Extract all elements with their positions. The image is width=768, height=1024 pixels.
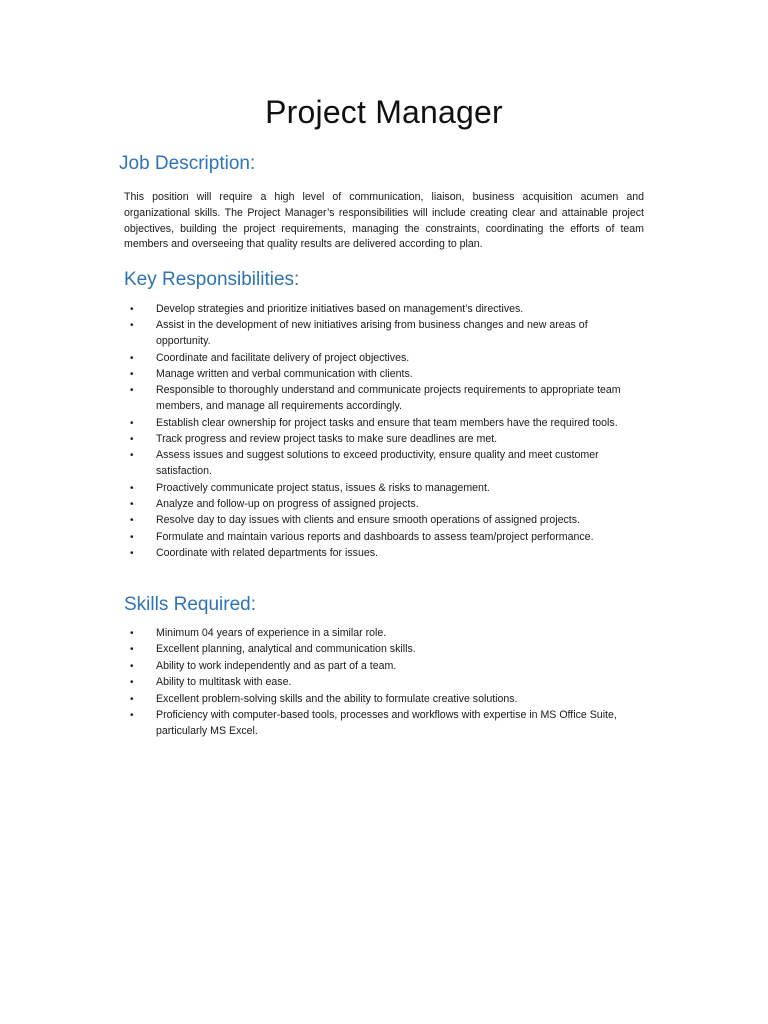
bullet-icon: • — [130, 385, 134, 397]
list-item-text: Minimum 04 years of experience in a similar role. — [156, 627, 387, 639]
list-item — [128, 546, 644, 562]
list-item — [128, 497, 644, 513]
skills-required-heading: Skills Required: — [124, 594, 256, 615]
list-item-text: Analyze and follow-up on progress of assigned projects. — [156, 497, 419, 510]
list-item — [128, 432, 644, 448]
list-item — [128, 367, 644, 383]
bullet-icon: • — [130, 644, 134, 656]
list-item — [128, 383, 644, 415]
list-item — [128, 642, 644, 658]
list-item-text: Establish clear ownership for project tasks and ensure that team members have the required tools. — [156, 416, 618, 429]
bullet-icon: • — [130, 709, 134, 721]
bullet-icon: • — [130, 693, 134, 705]
list-item — [128, 351, 644, 367]
bullet-icon: • — [130, 498, 134, 510]
job-description-paragraph: This position will require a high level of communication, liaison, business acquisition acumen and organizational skills. The Project Manager’s responsibilities will include creating clear and attainable project objectives, building the project requirements, managing the constraints, coordinating the efforts of team members and overseeing that quality results are delivered according to plan. — [124, 191, 644, 251]
list-item-text: Proficiency with computer-based tools, processes and workflows with expertise in MS Office Suite, particularly MS Excel. — [156, 708, 617, 737]
list-item-text: Develop strategies and prioritize initiatives based on management’s directives. — [156, 303, 524, 315]
bullet-icon: • — [130, 515, 134, 527]
list-item-text: Coordinate with related departments for issues. — [156, 547, 378, 560]
bullet-icon: • — [130, 304, 134, 315]
list-item — [128, 692, 644, 708]
bullet-icon: • — [130, 660, 134, 672]
list-item-text: Manage written and verbal communication with clients. — [156, 367, 413, 380]
list-item-text: Responsible to thoroughly understand and communicate projects requirements to appropriate team members, and manage all requirements accordingly. — [156, 384, 621, 413]
list-item — [128, 659, 644, 675]
job-description-heading: Job Description: — [119, 153, 256, 174]
list-item — [128, 708, 644, 740]
bullet-icon: • — [130, 628, 134, 639]
bullet-icon: • — [130, 531, 134, 543]
bullet-icon: • — [130, 368, 134, 380]
list-item-text: Ability to multitask with ease. — [156, 676, 292, 689]
skills-required-list — [128, 626, 644, 740]
bullet-icon: • — [130, 433, 134, 445]
bullet-icon: • — [130, 450, 134, 462]
list-item — [128, 626, 644, 642]
list-item-text: Resolve day to day issues with clients and ensure smooth operations of assigned projects. — [156, 514, 580, 527]
list-item-text: Coordinate and facilitate delivery of project objectives. — [156, 351, 410, 364]
list-item-text: Assist in the development of new initiatives arising from business changes and new areas of opportunity. — [156, 319, 588, 348]
key-responsibilities-list — [128, 302, 644, 562]
list-item — [128, 318, 644, 350]
bullet-icon: • — [130, 320, 134, 332]
list-item-text: Assess issues and suggest solutions to exceed productivity, ensure quality and meet customer satisfaction. — [156, 449, 599, 478]
bullet-icon: • — [130, 677, 134, 689]
bullet-icon: • — [130, 352, 134, 364]
list-item — [128, 530, 644, 546]
list-item-text: Formulate and maintain various reports and dashboards to assess team/project performance. — [156, 530, 594, 543]
key-responsibilities-heading: Key Responsibilities: — [124, 269, 300, 290]
bullet-icon: • — [130, 482, 134, 494]
list-item-text: Ability to work independently and as part of a team. — [156, 659, 397, 672]
list-item — [128, 481, 644, 497]
page-title: Project Manager — [265, 94, 503, 130]
list-item — [128, 448, 644, 480]
list-item-text: Excellent planning, analytical and communication skills. — [156, 643, 416, 656]
list-item — [128, 513, 644, 529]
list-item — [128, 416, 644, 432]
list-item-text: Excellent problem-solving skills and the ability to formulate creative solutions. — [156, 692, 518, 705]
bullet-icon: • — [130, 417, 134, 429]
list-item — [128, 302, 644, 318]
bullet-icon: • — [130, 548, 134, 560]
list-item-text: Track progress and review project tasks to make sure deadlines are met. — [156, 432, 498, 445]
list-item — [128, 675, 644, 691]
list-item-text: Proactively communicate project status, issues & risks to management. — [156, 481, 490, 494]
